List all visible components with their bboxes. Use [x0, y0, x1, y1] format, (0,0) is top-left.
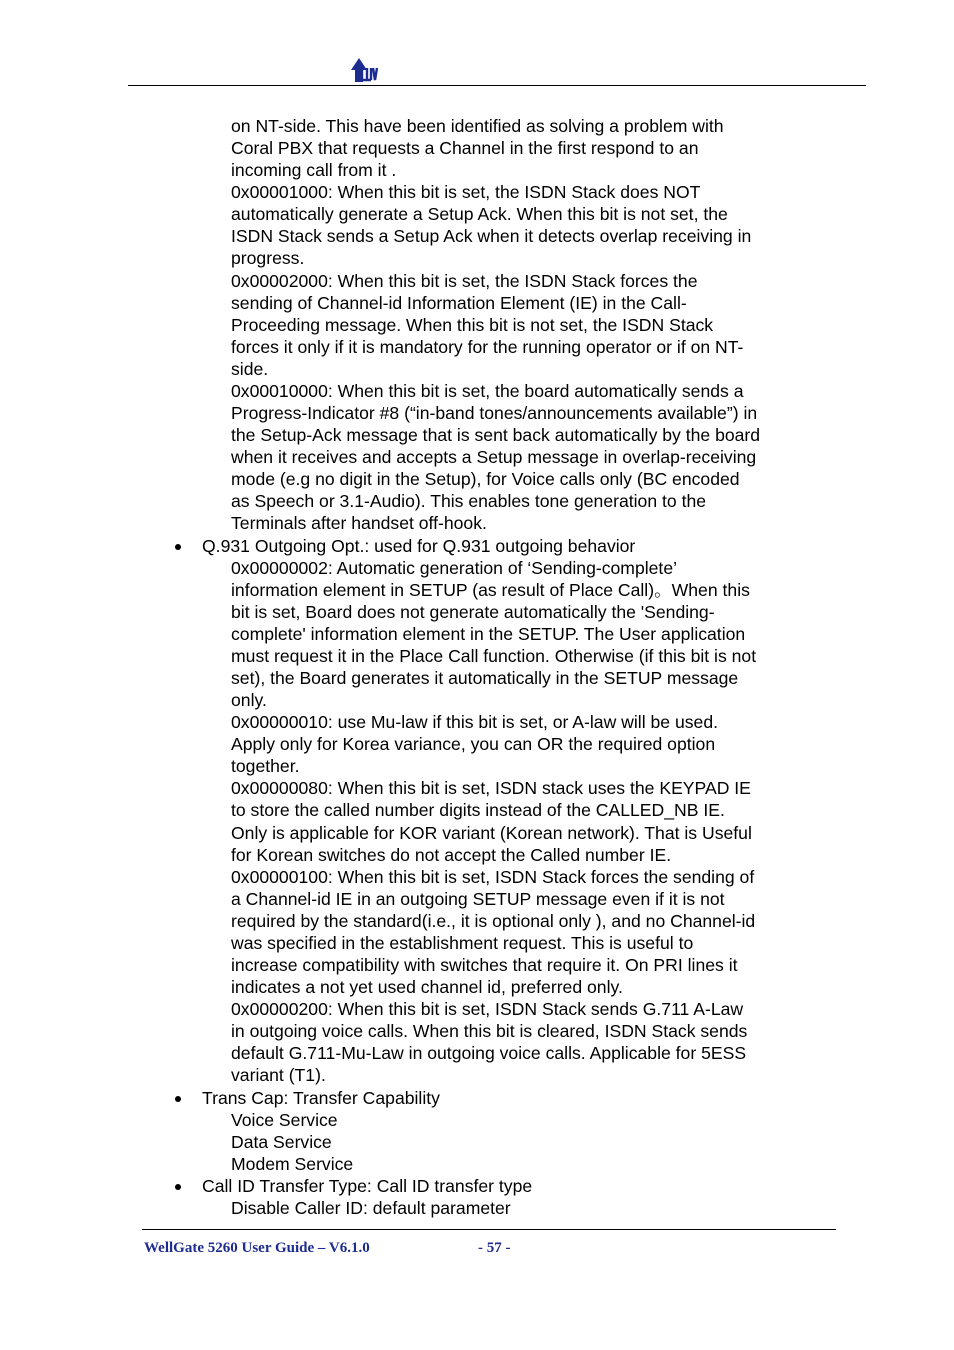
bullet-icon: [175, 1096, 181, 1102]
paragraph-line: mode (e.g no digit in the Setup), for Voice calls only (BC encoded: [231, 469, 740, 490]
footer-title: WellGate 5260 User Guide – V6.1.0: [144, 1240, 370, 1256]
option-line: 0x00000080: When this bit is set, ISDN stack uses the KEYPAD IE: [231, 778, 751, 799]
option-line: a Channel-id IE in an outgoing SETUP message even if it is not: [231, 888, 725, 909]
option-line: in outgoing voice calls. When this bit is cleared, ISDN Stack sends: [231, 1021, 748, 1042]
bullet-icon: [175, 544, 181, 550]
paragraph-line: on NT-side. This have been identified as solving a problem with: [231, 116, 724, 136]
option-line: variant (T1).: [231, 1065, 326, 1086]
option-line: Disable Caller ID: default parameter: [231, 1197, 511, 1218]
paragraph-line: sending of Channel-id Information Element (IE) in the Call-: [231, 292, 687, 313]
paragraph-line: ISDN Stack sends a Setup Ack when it detects overlap receiving in: [231, 226, 752, 247]
option-line: must request it in the Place Call function. Otherwise (if this bit is not: [231, 645, 757, 666]
paragraph-line: when it receives and accepts a Setup message in overlap-receiving: [231, 447, 757, 468]
paragraph-line: 0x00010000: When this bit is set, the board automatically sends a: [231, 380, 744, 401]
option-line: was specified in the establishment request. This is useful to: [231, 932, 694, 953]
option-line: 0x00000100: When this bit is set, ISDN Stack forces the sending of: [231, 866, 755, 887]
paragraph-line: Proceeding message. When this bit is not set, the ISDN Stack: [231, 314, 714, 335]
option-line: set), the Board generates it automatically in the SETUP message: [231, 668, 739, 688]
paragraph-line: Coral PBX that requests a Channel in the first respond to an: [231, 138, 699, 159]
option-line: Voice Service: [231, 1109, 338, 1130]
bullet-title: Call ID Transfer Type: Call ID transfer type: [202, 1175, 533, 1196]
bullet-title: Q.931 Outgoing Opt.: used for Q.931 outgoing behavior: [202, 535, 636, 556]
paragraph-line: Terminals after handset off-hook.: [231, 513, 487, 534]
option-line: for Korean switches do not accept the Called number IE.: [231, 844, 672, 865]
option-line: to store the called number digits instead of the CALLED_NB IE.: [231, 800, 725, 821]
paragraph-line: automatically generate a Setup Ack. When this bit is not set, the: [231, 204, 728, 225]
paragraph-line: as Speech or 3.1-Audio). This enables tone generation to the: [231, 491, 707, 512]
option-line: Data Service: [231, 1131, 332, 1152]
option-line: 0x00000002: Automatic generation of ‘Sending-complete’: [231, 557, 678, 578]
option-line: only.: [231, 690, 267, 711]
option-line: required by the standard(i.e., it is optional only ), and no Channel-id: [231, 910, 756, 931]
paragraph-line: incoming call from it .: [231, 160, 397, 181]
option-line: default G.711-Mu-Law in outgoing voice calls. Applicable for 5ESS: [231, 1043, 747, 1064]
bullet-icon: [175, 1184, 181, 1190]
option-line: 0x00000200: When this bit is set, ISDN Stack sends G.711 A-Law: [231, 999, 744, 1020]
option-line: Only is applicable for KOR variant (Korean network). That is Useful: [231, 822, 752, 843]
option-line: bit is set, Board does not generate automatically the 'Sending-: [231, 601, 715, 622]
option-line: 0x00000010: use Mu-law if this bit is set, or A-law will be used.: [231, 712, 718, 733]
option-line: together.: [231, 756, 300, 777]
paragraph-line: forces it only if it is mandatory for the running operator or if on NT-: [231, 336, 744, 357]
footer-rule: [142, 1229, 836, 1230]
option-line: indicates a not yet used channel id, preferred only.: [231, 977, 623, 998]
option-line: information element in SETUP (as result of Place Call)。When this: [231, 579, 750, 600]
paragraph-line: the Setup-Ack message that is sent back automatically by the board: [231, 425, 761, 446]
header-rule: [128, 85, 866, 86]
option-line: complete' information element in the SETUP. The User application: [231, 623, 746, 644]
company-logo-icon: [349, 56, 379, 84]
option-line: Apply only for Korea variance, you can OR the required option: [231, 734, 716, 755]
bullet-title: Trans Cap: Transfer Capability: [202, 1087, 440, 1108]
paragraph-line: 0x00002000: When this bit is set, the ISDN Stack forces the: [231, 270, 698, 291]
option-line: increase compatibility with switches that require it. On PRI lines it: [231, 955, 738, 976]
paragraph-line: 0x00001000: When this bit is set, the ISDN Stack does NOT: [231, 182, 701, 203]
paragraph-line: progress.: [231, 248, 305, 269]
paragraph-line: side.: [231, 358, 269, 379]
paragraph-line: Progress-Indicator #8 (“in-band tones/announcements available”) in: [231, 403, 758, 424]
page-number: - 57 -: [478, 1240, 511, 1256]
option-line: Modem Service: [231, 1153, 354, 1174]
